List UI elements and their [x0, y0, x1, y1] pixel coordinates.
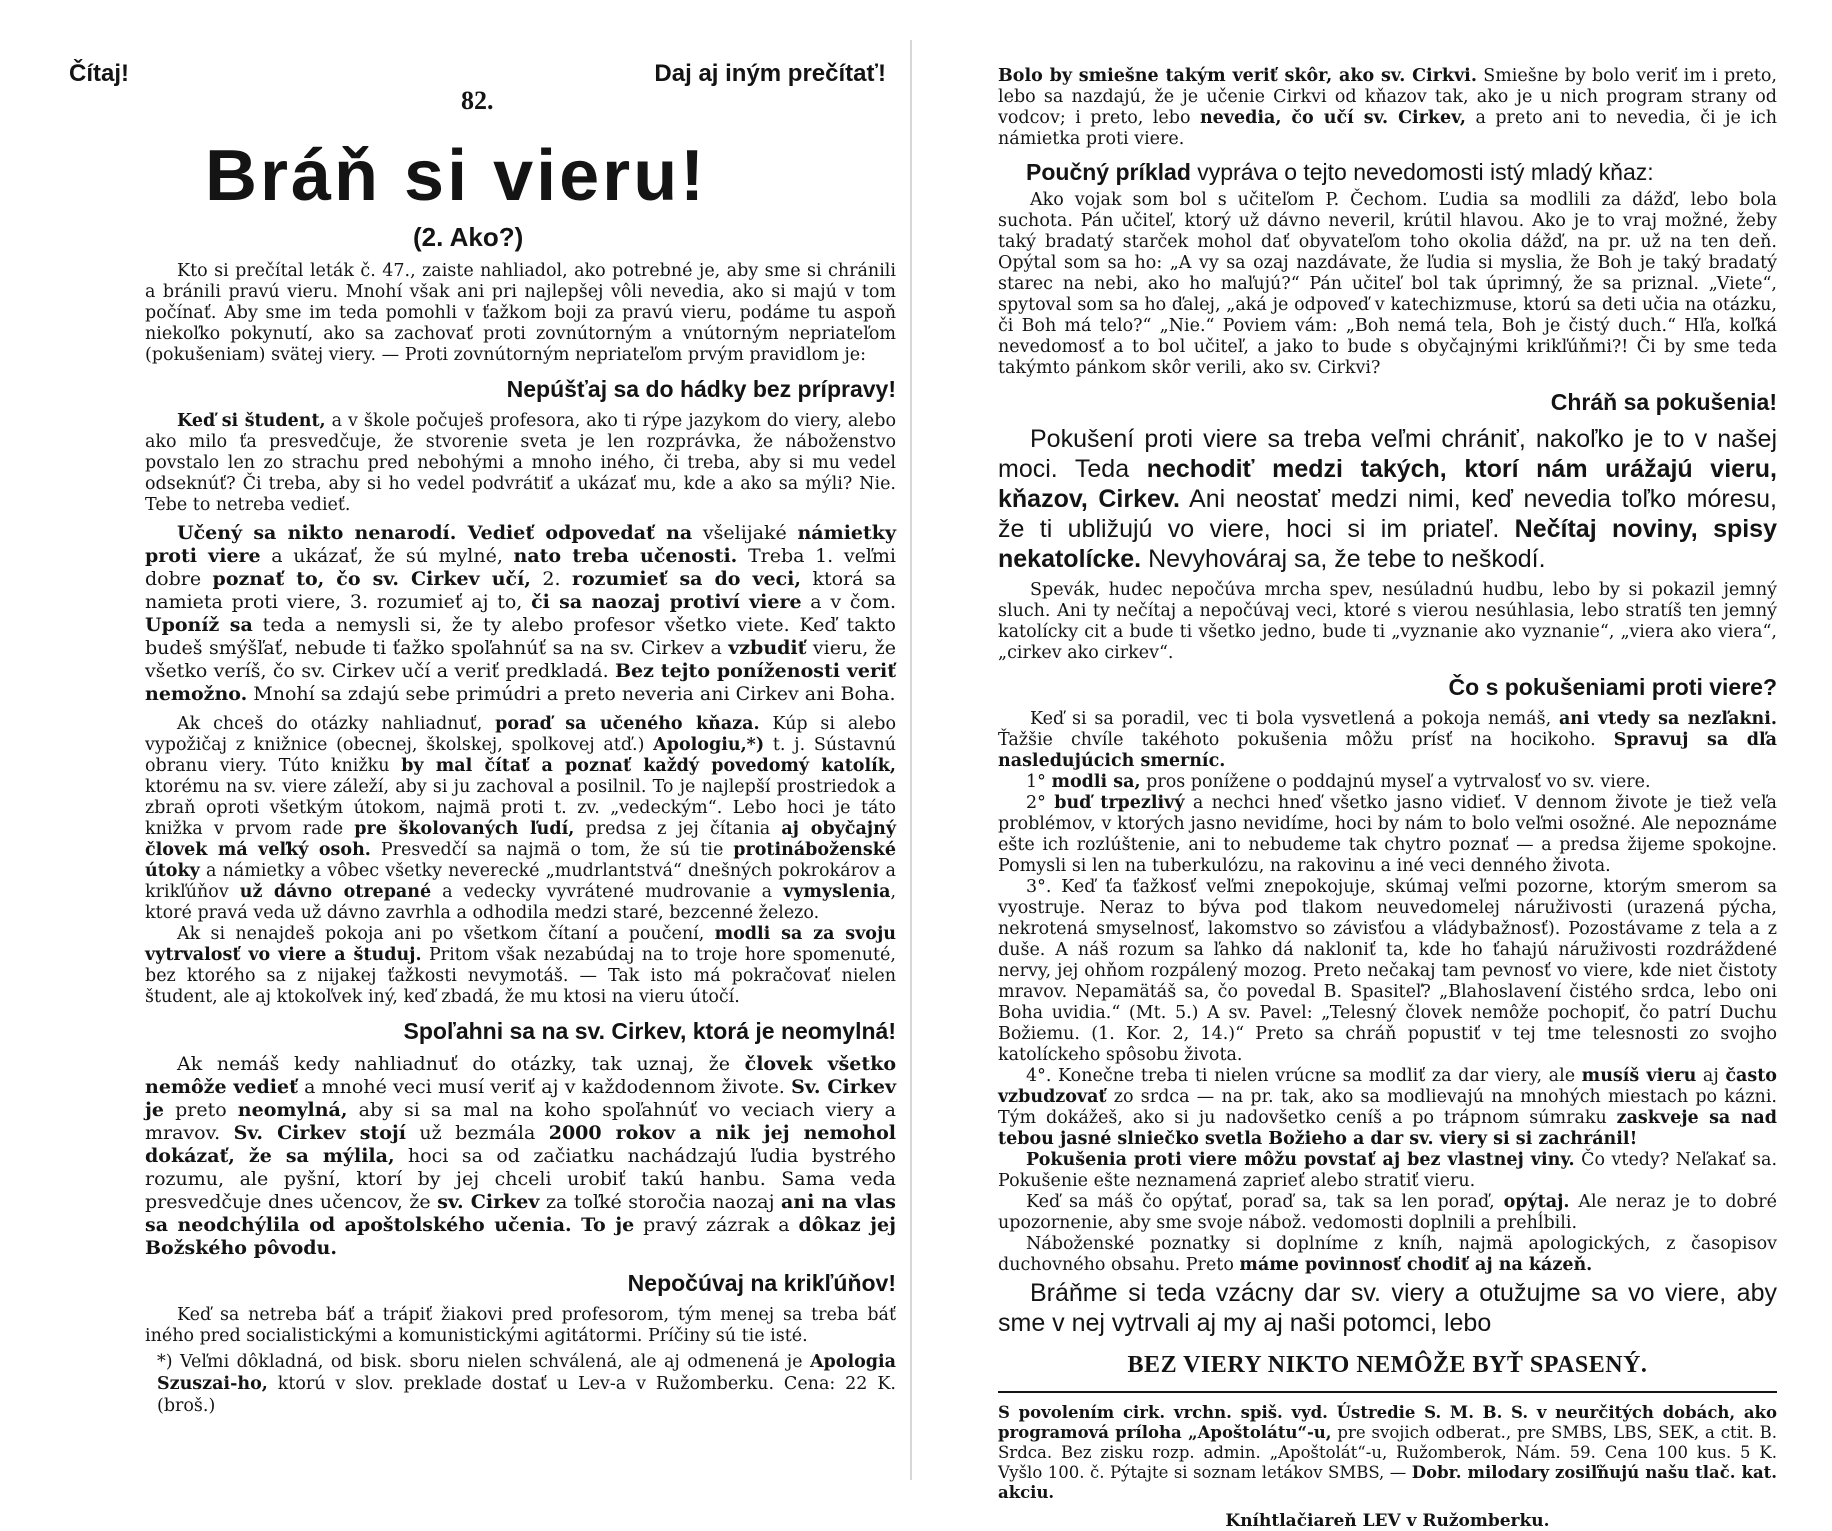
knowledge-paragraph: Náboženské poznatky si doplníme z kníh, najmä apologických, z časopisov duchovného obsahu. Preto máme povinnosť chodiť aj na kázeň. [998, 1234, 1777, 1275]
header-read-callout: Čítaj! [69, 60, 129, 87]
soldier-story-paragraph: Ako vojak som bol s učiteľom P. Čechom. Ľudia sa modlili za dážď, lebo bola suchota. Pán učiteľ, ktorý už dávno neveril, krútil hlavou. Ako je to vraj možné, žeby taký bradatý starček mohol dať obyvateľom toho okolia dážď, na pr. už na ten deň. Opýtal som sa ho: „A vy sa ozaj nazdávate, že ľudia si myslia, že Boh je taký bradatý starec na nebi, ako ho maľujú?“ Pán učiteľ bol tak úprimný, že sa priznal. „Viete“, spytoval som sa ho ďalej, „aká je odpoveď v katechizmuse, ktorú sa deti učia na otázku, či Boh má telo?“ „Nie.“ Poviem vám: „Boh nemá tela, Boh je čistý duch.“ Hľa, koľká nevedomosť a to bol učiteľ, a jako to bude s obyčajnými krikľúňmi?! Či by sme teda takýmto pánkom skôr verili, ako sv. Cirkvi? [998, 190, 1777, 378]
apologia-paragraph: Ak chceš do otázky nahliadnuť, poraď sa učeného kňaza. Kúp si alebo vypožičaj z knižnice (obecnej, školskej, spolkovej atď.) Apologiu,*) t. j. Sústavnú obranu viery. Túto knižku by mal čítať a poznať každý povedomý katolík, ktorému na sv. viere záleží, aby si ju zachoval a posilnil. To je najlepší prostriedok a zbraň oproti všetkým útokom, najmä proti t. zv. „vedeckým“. Lebo hoci je táto knižka v prvom rade pre školovaných ľudí, predsa z jej čítania aj obyčajný človek má veľký osoh. Presvedčí sa najmä o tom, že sú tie protináboženské útoky a námietky a vôbec všetky neverecké „mudrlantstvá“ dnešných pokrokárov a krikľúňov už dávno otrepané a vedecky vyvrátené mudrovanie a vymyslenia, ktoré pravá veda už dávno zavrhla a odhodila medzi staré, bezcenné železo. [145, 714, 897, 923]
section-heading-rely-church: Spoľahni sa na sv. Cirkev, ktorá je neomylná! [403, 1018, 896, 1044]
guidelines-intro: Keď si sa poradil, vec ti bola vysvetlená a pokoja nemáš, ani vtedy sa nezľakni. Ťažšie chvíle takéhoto pokušenia môžu prísť na hocikoho. Spravuj sa dľa nasledujúcich smerníc. [998, 709, 1778, 771]
singer-paragraph: Spevák, hudec nepočúva mrcha spev, nesúladnú hudbu, lebo by si pokazil jemný sluch. Ani ty nečítaj a nepočúvaj veci, ktoré s vierou nesúhlasia, lebo stratíš ten jemný katolícky cit a bude ti všetko jedno, bude ti „vyznanie ako vyznanie“, „viera ako viera“, „cirkev ako cirkev“. [998, 580, 1777, 663]
innocent-temptation-paragraph: Pokušenia proti viere môžu povstať aj bez vlastnej viny. Čo vtedy? Neľakať sa. Pokušenie ešte neznamená zaprieť alebo stratiť vieru. [998, 1150, 1778, 1191]
pray-study-paragraph: Ak si nenajdeš pokoja ani po všetkom čítaní a poučení, modli sa za svoju vytrvalosť vo viere a študuj. Pritom však nezabúdaj na to troje hore spomenuté, bez ktorého sa z nijakej ťažkosti nevymotáš. — Tak isto má pokračovať nielen študent, ale aj ktokoľvek iný, keď zbadá, že mu ktosi na vieru útočí. [145, 924, 897, 1007]
leaflet-number: 82. [461, 86, 494, 115]
infallible-paragraph: Ak nemáš kedy nahliadnuť do otázky, tak uznaj, že človek všetko nemôže vedieť a mnohé veci musí veriť aj v každodennom živote. Sv. Cirkev je preto neomylná, aby si sa mal na koho spoľahnúť vo veciach viery a mravov. Sv. Cirkev stojí už bezmála 2000 rokov a nik jej nemohol dokázať, že sa mýlila, hoci sa od začiatku nachádzajú ľudia bystrého rozumu, ale pyšní, ktorí by jej chceli urobiť takú hanbu. Sama veda presvedčuje dnes učencov, že sv. Cirkev za toľké storočia naozaj ani na vlas sa neodchýlila od apoštolského učenia. To je pravý zázrak a dôkaz jej Božského pôvodu. [145, 1053, 897, 1259]
student-paragraph: Keď si študent, a v škole počuješ profesora, ako ti rýpe jazykom do viery, alebo ako milo ťa presvedčuje, že stvorenie sveta je len rozprávka, že náboženstvo povstalo len zo strachu pred nebohými a mnoho iného, či treba, aby si mu vedel odseknúť? Či treba, aby si ho vedel podvrátiť a ukázať mu, kde a ako sa mýli? Nie. Tebe to netreba vedieť. [145, 411, 896, 515]
guideline-2: 2° buď trpezlivý a nechci hneď všetko jasno vidieť. V dennom živote je tiež veľa problémov, v ktorých jasno nevidíme, hoci by nám to bolo veľmi osožné. Ale nepoznáme ešte ich rozlúštenie, ani to nebudeme tak chytro poznať — a predsa žijeme spokojne. Pomysli si len na tuberkulózu, na rakovinu a iné veci denného života. [998, 793, 1777, 876]
page-subtitle: (2. Ako?) [413, 222, 524, 252]
section-heading-avoid-temptation: Chráň sa pokušenia! [1550, 389, 1777, 415]
right-page [916, 0, 1832, 1531]
intro-paragraph: Kto si prečítal leták č. 47., zaiste nahliadol, ako potrebné je, aby sme si chránili a bránili pravú vieru. Mnohí však ani pri najlepšej vôli nevedia, ako si majú v tom počínať. Aby sme im teda pomohli v ťažkom boji za pravú vieru, podáme tu aspoň niekoľko pokynutí, ako sa zachovať proti zovnútorným a vnútorným nepriateľom (pokušeniam) svätej viery. — Proti zovnútorným nepriateľom prvým pravidlom je: [145, 261, 896, 365]
ridiculous-paragraph: Bolo by smiešne takým veriť skôr, ako sv. Cirkvi. Smiešne by bolo veriť im i preto, lebo sa nazdajú, že je učenie Cirkvi od kňazov tak, ako je u nich program strany od vodcov; i preto, lebo nevedia, čo učí sv. Cirkev, a preto ani to nevedia, či je ich námietka proti viere. [998, 66, 1777, 149]
learned-paragraph: Učený sa nikto nenarodí. Vedieť odpovedať na všelijaké námietky proti viere a ukázať, že sú mylné, nato treba učenosti. Treba 1. veľmi dobre poznať to, čo sv. Cirkev učí, 2. rozumieť sa do veci, ktorá sa namieta proti viere, 3. rozumieť aj to, či sa naozaj protiví viere a v čom. Uponíž sa teda a nemysli si, že ty alebo profesor všetko viete. Keď takto budeš smýšľať, nebude ti ťažko spoľahnúť sa na sv. Cirkev a vzbudiť vieru, že všetko veríš, čo sv. Cirkev učí a veriť predkladá. Bez tejto poníženosti veriť nemožno. Mnohí sa zdajú sebe primúdri a preto neveria ani Cirkev ani Boha. [145, 522, 897, 705]
example-intro: Poučný príklad vypráva o tejto nevedomosti istý mladý kňaz: [1026, 159, 1654, 185]
left-page [0, 0, 916, 1500]
page-gutter [910, 40, 912, 1480]
section-heading-no-debate: Nepúšťaj sa do hádky bez prípravy! [506, 376, 896, 402]
leaflet-header [69, 58, 896, 115]
page-title: Bráň si vieru! [205, 136, 708, 216]
conclusion-paragraph: Bráňme si teda vzácny dar sv. viery a otužujme sa vo viere, aby sme v nej vytrvali aj my aj naši potomci, lebo [998, 1279, 1777, 1337]
section-heading-agitators: Nepočúvaj na krikľúňov! [627, 1270, 896, 1296]
temptation-paragraph: Pokušení proti viere sa treba veľmi chrániť, nakoľko je to v našej moci. Teda nechodiť medzi takých, ktorí nám urážajú vieru, kňazov, Cirkev. Ani neostať medzi nimi, keď nevedia toľko móresu, že ti ubližujú vo viere, hoci si im priateľ. Nečítaj noviny, spisy nekatolícke. Nevyhováraj sa, že tebe to neškodí. [998, 425, 1777, 573]
header-share-callout: Daj aj iným prečítať! [654, 60, 886, 87]
publisher-imprint: S povolením cirk. vrchn. spiš. vyd. Ústredie S. M. B. S. v neurčitých dobách, ako programová príloha „Apoštolátu“-u, pre svojich odberat., pre SMBS, LBS, SEK, a ctit. B. Srdca. Bez zisku rozp. admin. „Apoštolát“-u, Ružomberok, Nám. 59. Cena 100 kus. 5 K. Vyšlo 100. č. Pýtajte si soznam letákov SMBS, — Dobr. milodary zosiľňujú našu tlač. kat. akciu. [998, 1403, 1778, 1502]
guideline-4: 4°. Konečne treba ti nielen vrúcne sa modliť za dar viery, ale musíš vieru aj často vzbudzovať zo srdca — na pr. tak, ako sa modlievajú na mnohých miestach po kázni. Tým dokážeš, ako si ju nadovšetko ceníš a po trápnom súmraku zaskveje sa nad tebou jasné slniečko svetla Božieho a dar sv. viery si si zachránil! [998, 1066, 1777, 1149]
agitators-paragraph: Keď sa netreba báť a trápiť žiakovi pred profesorom, tým menej sa treba báť iného pred socialistickými a komunistickými agitátormi. Príčiny sú tie isté. [145, 1305, 896, 1346]
footnote: *) Veľmi dôkladná, od bisk. sboru nielen schválená, ale aj odmenená je Apologia Szuszai-ho, ktorú v slov. preklade dostať u Lev-a v Ružomberku. Cena: 22 K. (broš.) [157, 1352, 896, 1416]
printer-line: Kníhtlačiareň LEV v Ružomberku. [1225, 1511, 1550, 1531]
guideline-3: 3°. Keď ťa ťažkosť veľmi znepokojuje, skúmaj veľmi pozorne, ktorým smerom sa vyostruje. Neraz to býva pod tlakom neuvedomelej náruživosti (urazená pýcha, nekrotená smyselnosť, lakomstvo so závisťou a vládybažnosť). Pozostávame z tela a z duše. A náš rozum sa ľahko dá nakloniť ta, kde ho ťahajú náruživosti rozdráždené nervy, jej ohňom rozpálený mozog. Preto nečakaj tam pevnosť vo viere, kde niet čistoty mravov. Nepamätáš sa, čo povedal B. Spasiteľ? „Blahoslavení čistého srdca, lebo oni Boha uvidia.“ (Mt. 5.) A sv. Pavel: „Telesný človek nemôže pochopiť, čo patrí Duchu Božiemu. (1. Kor. 2, 14.)“ Preto sa chráň popustiť v tej tme telesnosti zo svojho katolíckeho spôsobu života. [998, 877, 1777, 1065]
bold-text: Keď si študent, [177, 411, 326, 431]
section-heading-what-to-do: Čo s pokušeniami proti viere? [1448, 674, 1777, 700]
ask-paragraph: Keď sa máš čo opýtať, poraď sa, tak sa len poraď, opýtaj. Ale neraz je to dobré upozornenie, aby sme svoje nábož. vedomosti doplnili a prehĺbili. [998, 1192, 1777, 1233]
guideline-1: 1° modli sa, pros ponížene o poddajnú myseľ a vytrvalosť vo sv. viere. [1026, 772, 1651, 792]
imprint-divider [998, 1391, 1777, 1393]
closing-statement: BEZ VIERY NIKTO NEMÔŽE BYŤ SPASENÝ. [1127, 1352, 1648, 1378]
